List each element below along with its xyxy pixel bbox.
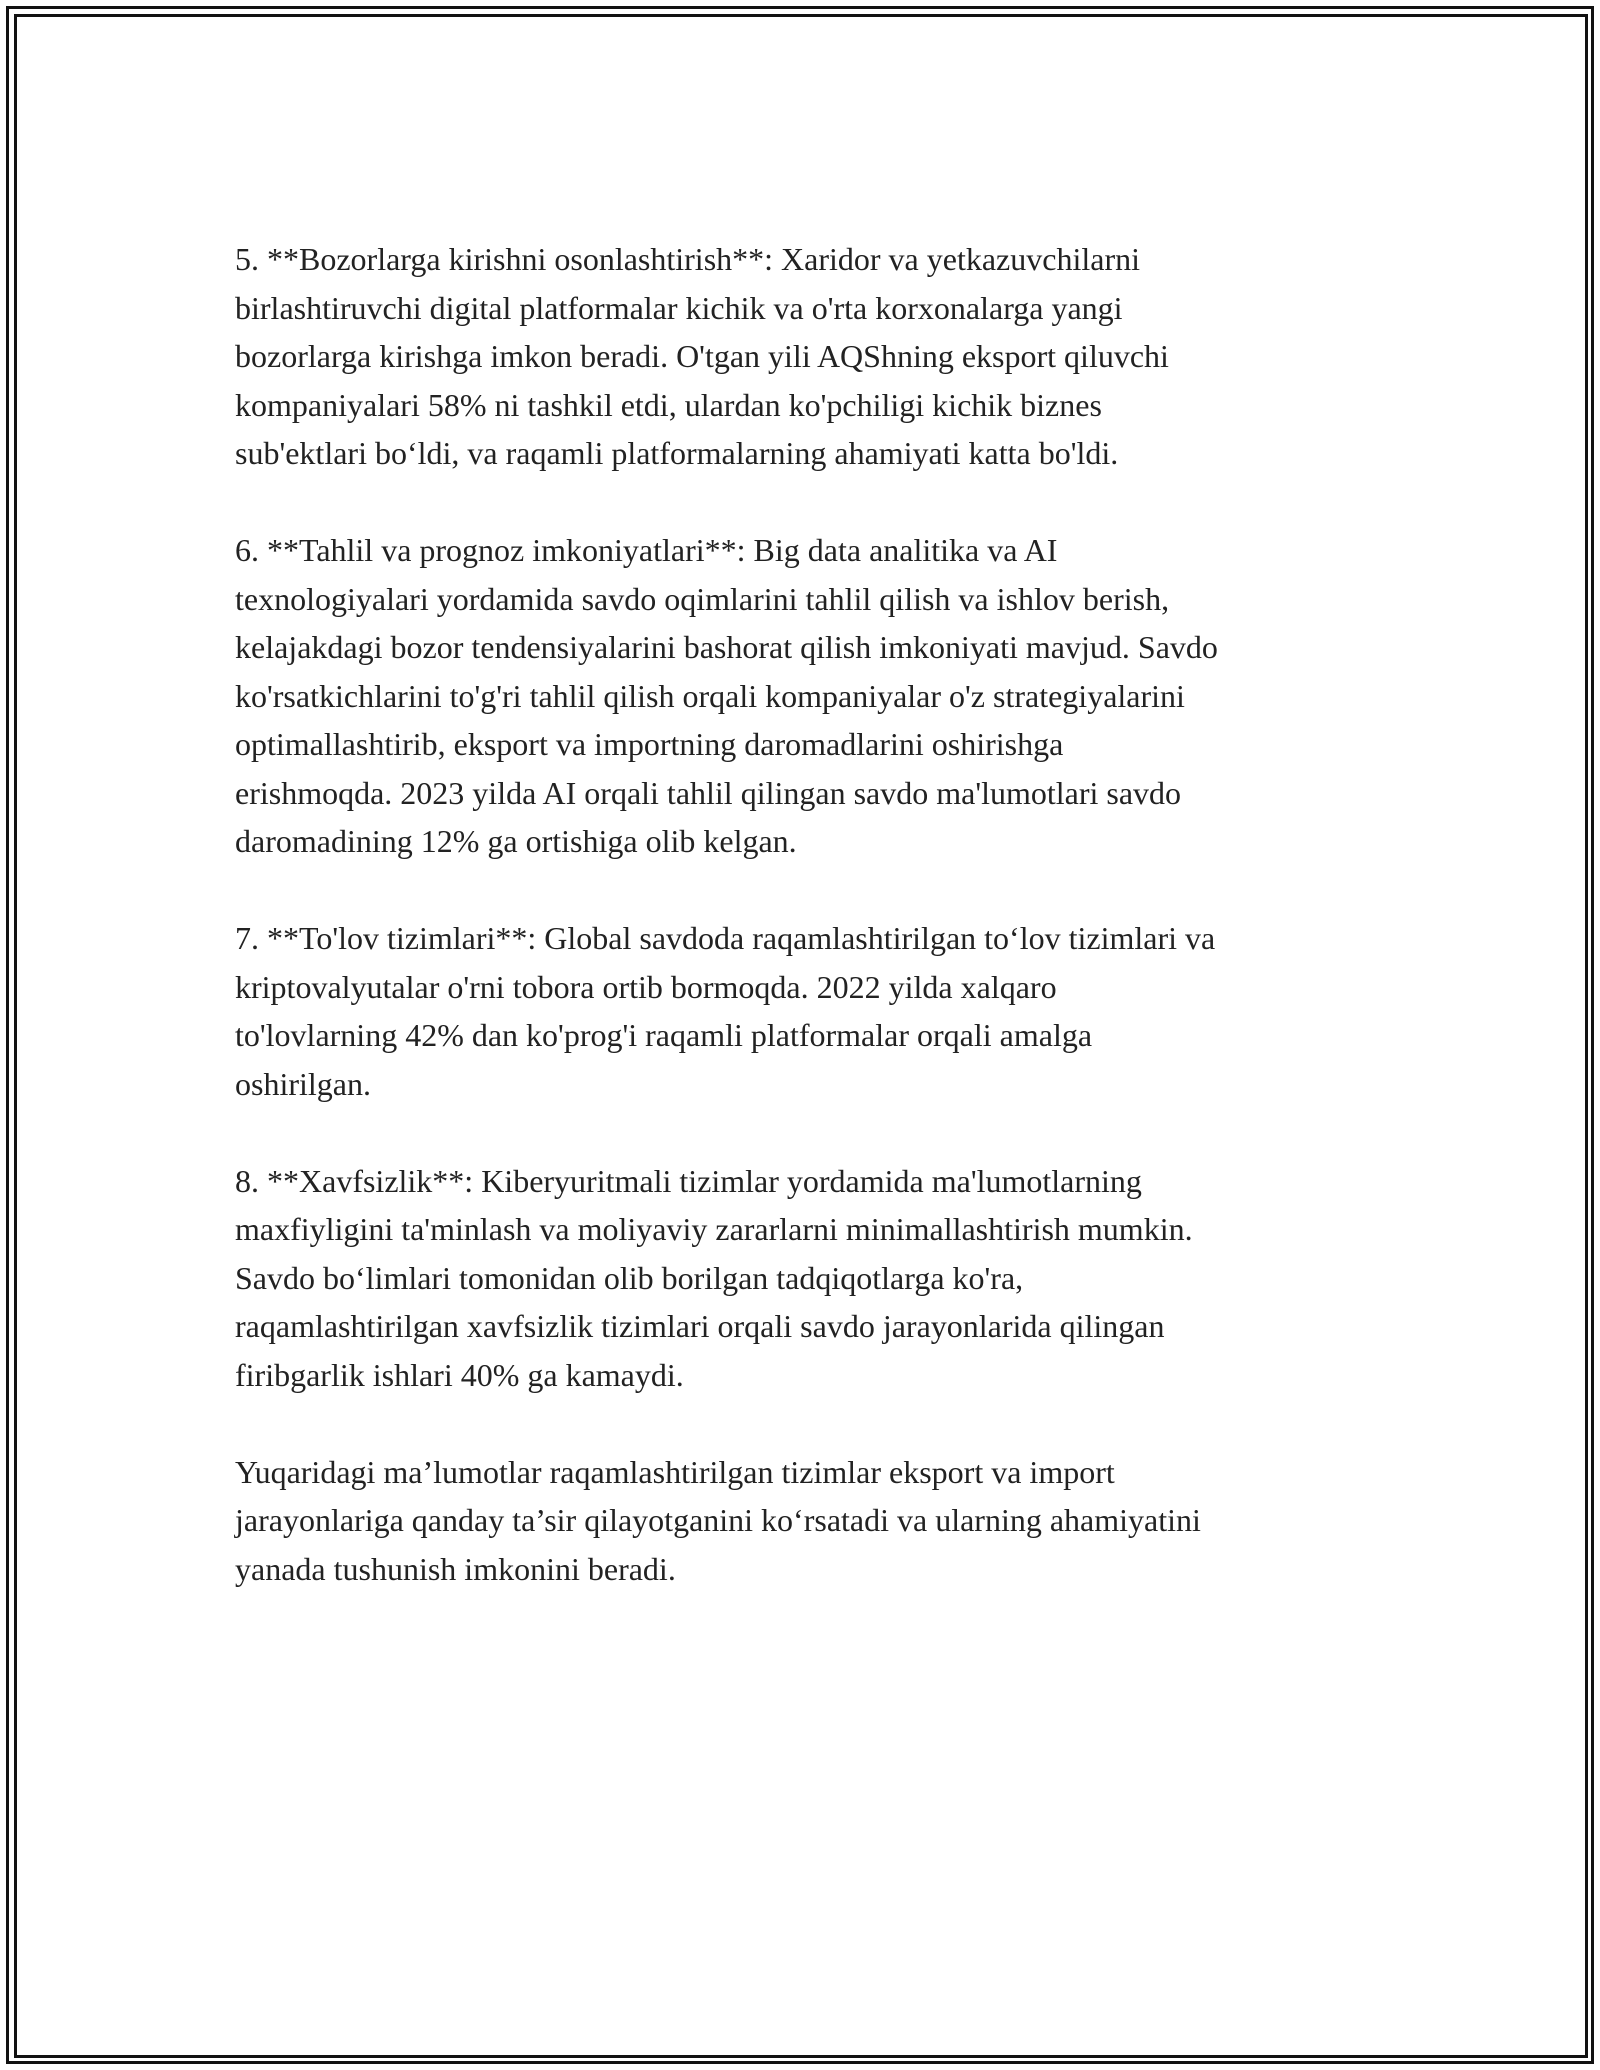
text-line: birlashtiruvchi digital platformalar kichik va o'rta korxonalarga yangi: [235, 289, 1123, 326]
document-body: [235, 235, 1365, 1593]
paragraph-conclusion: [235, 1448, 1365, 1594]
text-line: kompaniyalari 58% ni tashkil etdi, ulardan ko'pchiligi kichik biznes: [235, 386, 1102, 423]
text-line: 5. **Bozorlarga kirishni osonlashtirish**: Xaridor va yetkazuvchilarni: [235, 241, 1140, 277]
text-line: ko'rsatkichlarini to'g'ri tahlil qilish orqali kompaniyalar o'z strategiyalarini: [235, 677, 1185, 714]
text-line: jarayonlariga qanday ta’sir qilayotganini ko‘rsatadi va ularning ahamiyatini: [235, 1502, 1201, 1538]
paragraph-market-access: [235, 235, 1365, 478]
text-line: Yuqaridagi ma’lumotlar raqamlashtirilgan tizimlar eksport va import: [235, 1453, 1115, 1490]
text-line: daromadining 12% ga ortishiga olib kelgan.: [235, 823, 797, 859]
text-line: 8. **Xavfsizlik**: Kiberyuritmali tizimlar yordamida ma'lumotlarning: [235, 1162, 1142, 1199]
text-line: bozorlarga kirishga imkon beradi. O'tgan yili AQShning eksport qiluvchi: [235, 338, 1169, 374]
text-line: texnologiyalari yordamida savdo oqimlarini tahlil qilish va ishlov berish,: [235, 580, 1170, 617]
paragraph-payment-systems: [235, 914, 1365, 1108]
text-line: kriptovalyutalar o'rni tobora ortib bormoqda. 2022 yilda xalqaro: [235, 968, 1057, 1005]
text-line: kelajakdagi bozor tendensiyalarini bashorat qilish imkoniyati mavjud. Savdo: [235, 629, 1218, 665]
text-line: 6. **Tahlil va prognoz imkoniyatlari**: Big data analitika va AI: [235, 532, 1058, 568]
text-line: firibgarlik ishlari 40% ga kamaydi.: [235, 1356, 684, 1393]
text-line: oshirilgan.: [235, 1065, 371, 1102]
text-line: raqamlashtirilgan xavfsizlik tizimlari orqali savdo jarayonlarida qilingan: [235, 1308, 1165, 1344]
text-line: optimallashtirib, eksport va importning daromadlarini oshirishga: [235, 726, 1064, 762]
text-line: yanada tushunish imkonini beradi.: [235, 1550, 676, 1587]
text-line: Savdo bo‘limlari tomonidan olib borilgan tadqiqotlarga ko'ra,: [235, 1259, 1024, 1296]
paragraph-analytics: [235, 526, 1365, 866]
text-line: 7. **To'lov tizimlari**: Global savdoda raqamlashtirilgan to‘lov tizimlari va: [235, 920, 1216, 956]
text-line: to'lovlarning 42% dan ko'prog'i raqamli platformalar orqali amalga: [235, 1017, 1093, 1053]
text-line: sub'ektlari bo‘ldi, va raqamli platformalarning ahamiyati katta bo'ldi.: [235, 435, 1119, 471]
text-line: maxfiyligini ta'minlash va moliyaviy zararlarni minimallashtirish mumkin.: [235, 1211, 1193, 1247]
text-line: erishmoqda. 2023 yilda AI orqali tahlil qilingan savdo ma'lumotlari savdo: [235, 774, 1182, 811]
paragraph-security: [235, 1157, 1365, 1400]
